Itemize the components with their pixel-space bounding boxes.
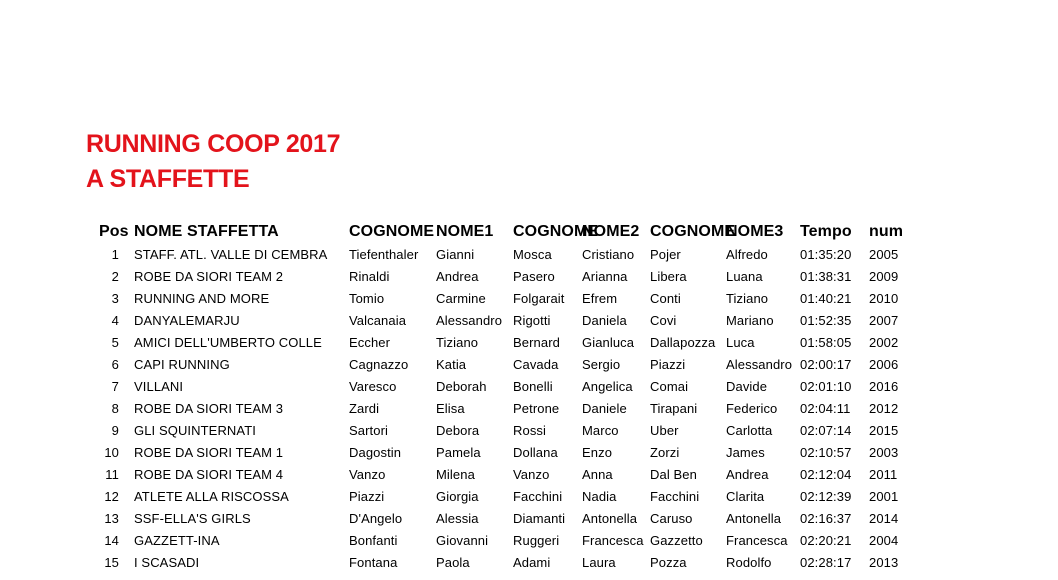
cell-pos: 13 [104,511,119,526]
header-cognome2: COGNOME [513,223,599,240]
cell-tempo: 02:01:10 [800,379,852,394]
cell-nome2: Arianna [582,269,628,284]
cell-pos: 10 [104,445,119,460]
cell-cognome1: Fontana [349,555,398,570]
cell-team: ROBE DA SIORI TEAM 1 [134,445,284,460]
cell-tempo: 01:40:21 [800,291,852,306]
cell-tempo: 01:38:31 [800,269,852,284]
cell-cognome3: Tirapani [650,401,698,416]
cell-cognome2: Mosca [513,247,552,262]
cell-num: 2014 [869,511,899,526]
cell-nome3: Carlotta [726,423,773,438]
cell-num: 2003 [869,445,899,460]
cell-cognome3: Dal Ben [650,467,697,482]
cell-nome1: Paola [436,555,470,570]
cell-tempo: 01:58:05 [800,335,852,350]
cell-cognome1: Cagnazzo [349,357,409,372]
cell-cognome3: Conti [650,291,681,306]
cell-cognome2: Diamanti [513,511,566,526]
cell-cognome2: Rossi [513,423,547,438]
cell-team: DANYALEMARJU [134,313,240,328]
cell-num: 2009 [869,269,899,284]
cell-nome3: Luana [726,269,763,284]
cell-cognome2: Cavada [513,357,559,372]
cell-num: 2002 [869,335,899,350]
cell-team: SSF-ELLA'S GIRLS [134,511,251,526]
cell-pos: 6 [111,357,119,372]
cell-cognome3: Zorzi [650,445,680,460]
cell-cognome3: Covi [650,313,677,328]
cell-nome2: Marco [582,423,619,438]
cell-pos: 14 [104,533,119,548]
cell-cognome3: Pojer [650,247,681,262]
cell-cognome3: Libera [650,269,687,284]
table-row [0,508,1058,530]
cell-num: 2011 [869,467,898,482]
cell-cognome1: Rinaldi [349,269,390,284]
cell-nome2: Daniela [582,313,627,328]
cell-nome2: Nadia [582,489,617,504]
cell-cognome1: Eccher [349,335,391,350]
cell-team: ROBE DA SIORI TEAM 4 [134,467,284,482]
cell-num: 2015 [869,423,899,438]
cell-pos: 11 [105,467,119,482]
cell-nome1: Alessandro [436,313,503,328]
header-nome2: NOME2 [582,223,640,240]
cell-nome3: Francesca [726,533,788,548]
cell-tempo: 02:12:04 [800,467,852,482]
cell-pos: 12 [104,489,119,504]
cell-nome1: Pamela [436,445,481,460]
document-title: RUNNING COOP 2017 [86,130,341,158]
cell-cognome1: Valcanaia [349,313,407,328]
cell-nome1: Milena [436,467,475,482]
cell-pos: 2 [111,269,119,284]
cell-nome3: Andrea [726,467,769,482]
cell-nome3: Alessandro [726,357,793,372]
cell-cognome3: Gazzetto [650,533,703,548]
cell-team: GAZZETT-INA [134,533,220,548]
table-row [0,398,1058,420]
cell-pos: 5 [111,335,119,350]
cell-cognome2: Ruggeri [513,533,560,548]
cell-cognome1: Zardi [349,401,380,416]
table-row [0,420,1058,442]
cell-tempo: 02:16:37 [800,511,852,526]
cell-nome1: Giovanni [436,533,489,548]
cell-team: CAPI RUNNING [134,357,230,372]
cell-nome1: Carmine [436,291,486,306]
cell-team: RUNNING AND MORE [134,291,270,306]
cell-pos: 15 [104,555,119,570]
header-nome3: NOME3 [726,223,784,240]
cell-nome2: Efrem [582,291,618,306]
cell-nome1: Tiziano [436,335,479,350]
header-tempo: Tempo [800,223,852,240]
cell-tempo: 02:10:57 [800,445,852,460]
cell-nome2: Enzo [582,445,613,460]
cell-cognome2: Folgarait [513,291,565,306]
cell-cognome2: Rigotti [513,313,551,328]
header-pos: Pos [99,223,129,240]
cell-tempo: 01:35:20 [800,247,852,262]
cell-team: ROBE DA SIORI TEAM 3 [134,401,284,416]
cell-tempo: 02:28:17 [800,555,852,570]
cell-cognome2: Pasero [513,269,555,284]
cell-cognome1: Dagostin [349,445,402,460]
table-row [0,530,1058,552]
cell-team: GLI SQUINTERNATI [134,423,256,438]
table-row [0,442,1058,464]
cell-team: STAFF. ATL. VALLE DI CEMBRA [134,247,328,262]
cell-num: 2004 [869,533,899,548]
cell-nome1: Elisa [436,401,465,416]
cell-nome3: Federico [726,401,778,416]
cell-nome3: Alfredo [726,247,768,262]
cell-nome2: Francesca [582,533,644,548]
cell-team: VILLANI [134,379,184,394]
cell-cognome3: Pozza [650,555,687,570]
cell-nome2: Angelica [582,379,633,394]
results-table [0,220,1058,574]
cell-pos: 7 [111,379,119,394]
cell-nome3: Rodolfo [726,555,772,570]
cell-cognome3: Comai [650,379,689,394]
table-row [0,486,1058,508]
table-row [0,552,1058,574]
table-row [0,376,1058,398]
cell-num: 2012 [869,401,899,416]
cell-nome2: Daniele [582,401,627,416]
cell-cognome2: Petrone [513,401,560,416]
cell-cognome1: Vanzo [349,467,386,482]
cell-num: 2010 [869,291,899,306]
cell-pos: 8 [111,401,119,416]
header-cognome1: COGNOME [349,223,435,240]
table-row [0,266,1058,288]
cell-nome2: Gianluca [582,335,635,350]
cell-team: I SCASADI [134,555,200,570]
cell-tempo: 02:20:21 [800,533,852,548]
document-subtitle: A STAFFETTE [86,165,250,193]
cell-num: 2001 [869,489,899,504]
header-nome1: NOME1 [436,223,494,240]
header-cognome3: COGNOME [650,223,736,240]
cell-cognome1: D'Angelo [349,511,403,526]
cell-cognome1: Tomio [349,291,385,306]
cell-cognome1: Sartori [349,423,388,438]
cell-nome3: Tiziano [726,291,769,306]
cell-cognome3: Dallapozza [650,335,716,350]
cell-tempo: 02:04:11 [800,401,851,416]
table-body [0,244,1058,574]
cell-tempo: 02:07:14 [800,423,852,438]
cell-cognome2: Dollana [513,445,558,460]
cell-nome1: Gianni [436,247,475,262]
cell-cognome2: Vanzo [513,467,550,482]
cell-nome2: Antonella [582,511,638,526]
cell-nome3: Clarita [726,489,765,504]
cell-pos: 9 [111,423,119,438]
cell-tempo: 02:12:39 [800,489,852,504]
cell-team: AMICI DELL'UMBERTO COLLE [134,335,322,350]
cell-cognome1: Bonfanti [349,533,398,548]
cell-cognome1: Tiefenthaler [349,247,419,262]
cell-nome3: Davide [726,379,768,394]
cell-cognome2: Facchini [513,489,563,504]
header-num: num [869,223,904,240]
table-row [0,288,1058,310]
cell-tempo: 02:00:17 [800,357,852,372]
cell-cognome1: Varesco [349,379,397,394]
cell-team: ATLETE ALLA RISCOSSA [134,489,289,504]
cell-nome3: James [726,445,765,460]
cell-nome1: Debora [436,423,480,438]
cell-num: 2016 [869,379,899,394]
table-row [0,310,1058,332]
cell-cognome3: Piazzi [650,357,686,372]
cell-nome1: Alessia [436,511,479,526]
cell-tempo: 01:52:35 [800,313,852,328]
cell-nome2: Cristiano [582,247,635,262]
cell-num: 2006 [869,357,899,372]
cell-nome1: Katia [436,357,467,372]
cell-cognome2: Bonelli [513,379,553,394]
cell-cognome1: Piazzi [349,489,385,504]
cell-nome2: Laura [582,555,616,570]
cell-team: ROBE DA SIORI TEAM 2 [134,269,284,284]
header-team: NOME STAFFETTA [134,223,279,240]
cell-cognome3: Uber [650,423,679,438]
table-row [0,464,1058,486]
cell-nome2: Sergio [582,357,621,372]
cell-cognome3: Facchini [650,489,700,504]
cell-nome3: Mariano [726,313,774,328]
table-header-row [0,220,1058,244]
cell-num: 2013 [869,555,899,570]
cell-nome1: Deborah [436,379,487,394]
table-row [0,244,1058,266]
cell-num: 2005 [869,247,899,262]
cell-cognome2: Adami [513,555,551,570]
cell-nome3: Antonella [726,511,782,526]
cell-nome2: Anna [582,467,613,482]
cell-nome1: Giorgia [436,489,479,504]
cell-pos: 4 [111,313,119,328]
cell-num: 2007 [869,313,899,328]
cell-pos: 3 [111,291,119,306]
cell-cognome2: Bernard [513,335,560,350]
cell-nome3: Luca [726,335,755,350]
cell-pos: 1 [111,247,119,262]
table-row [0,332,1058,354]
table-row [0,354,1058,376]
cell-cognome3: Caruso [650,511,693,526]
cell-nome1: Andrea [436,269,479,284]
